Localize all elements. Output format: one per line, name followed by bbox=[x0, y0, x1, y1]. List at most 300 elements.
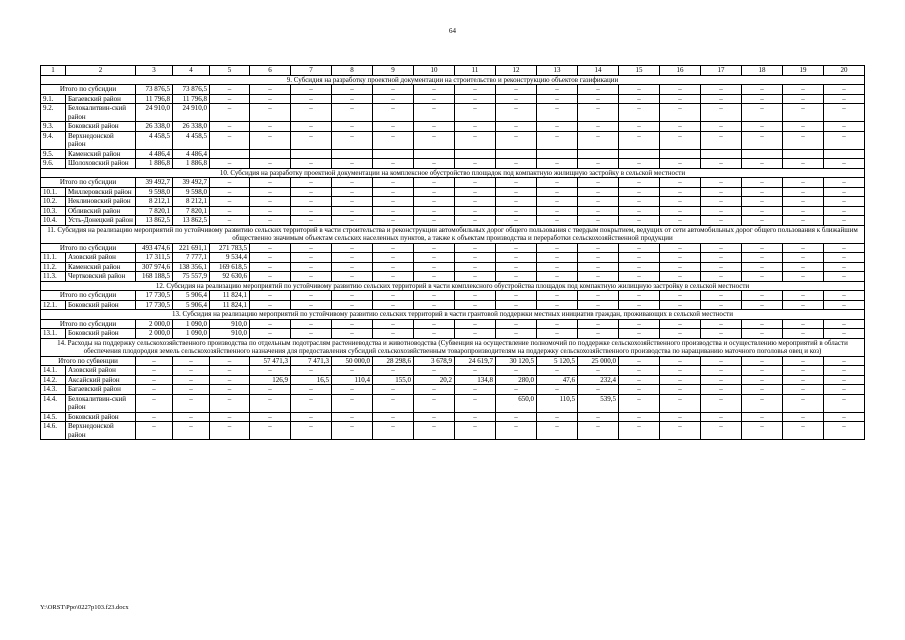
district-name: Азовский район bbox=[66, 366, 136, 376]
row-number: 9.3. bbox=[41, 122, 66, 132]
value-cell: – bbox=[332, 253, 373, 263]
value-cell: – bbox=[783, 385, 824, 395]
row-number: 12.1. bbox=[41, 300, 66, 310]
value-cell: – bbox=[578, 178, 619, 188]
value-cell: 30 120,5 bbox=[496, 356, 537, 366]
value-cell: – bbox=[619, 197, 660, 207]
value-cell: – bbox=[742, 216, 783, 226]
value-cell: – bbox=[291, 385, 332, 395]
value-cell: – bbox=[455, 412, 496, 422]
table-row bbox=[41, 253, 865, 263]
value-cell: – bbox=[173, 356, 210, 366]
value-cell: – bbox=[414, 187, 455, 197]
district-name: Багаевский район bbox=[66, 94, 136, 104]
table-row bbox=[41, 122, 865, 132]
column-number-cell: 15 bbox=[619, 66, 660, 76]
value-cell: – bbox=[537, 412, 578, 422]
row-number: 10.2. bbox=[41, 197, 66, 207]
row-number: 10.4. bbox=[41, 216, 66, 226]
district-name: Неклиновский район bbox=[66, 197, 136, 207]
value-cell: – bbox=[373, 366, 414, 376]
value-cell: – bbox=[291, 104, 332, 122]
value-cell: – bbox=[660, 356, 701, 366]
value-cell: – bbox=[455, 243, 496, 253]
value-cell: 126,9 bbox=[250, 375, 291, 385]
value-cell: – bbox=[783, 329, 824, 339]
value-cell: – bbox=[414, 412, 455, 422]
value-cell: – bbox=[824, 216, 865, 226]
value-cell: – bbox=[373, 131, 414, 149]
value-cell: – bbox=[619, 216, 660, 226]
value-cell: – bbox=[250, 85, 291, 95]
value-cell: – bbox=[496, 131, 537, 149]
district-name: Боковский район bbox=[66, 329, 136, 339]
value-cell: – bbox=[537, 329, 578, 339]
value-cell: – bbox=[578, 366, 619, 376]
value-cell: – bbox=[783, 178, 824, 188]
value-cell: – bbox=[824, 394, 865, 412]
value-cell: – bbox=[701, 178, 742, 188]
district-name: Верхнедонской район bbox=[66, 422, 136, 440]
column-number-cell: 11 bbox=[455, 66, 496, 76]
value-cell: – bbox=[701, 366, 742, 376]
column-number-cell: 12 bbox=[496, 66, 537, 76]
value-cell: – bbox=[332, 272, 373, 282]
value-cell: – bbox=[455, 131, 496, 149]
value-cell: – bbox=[578, 206, 619, 216]
value-cell: 650,0 bbox=[496, 394, 537, 412]
value-cell bbox=[496, 149, 537, 159]
value-cell: – bbox=[332, 187, 373, 197]
row-number: 13.1. bbox=[41, 329, 66, 339]
value-cell: 221 691,1 bbox=[173, 243, 210, 253]
column-number-cell: 10 bbox=[414, 66, 455, 76]
value-cell: – bbox=[136, 356, 173, 366]
value-cell: – bbox=[496, 159, 537, 169]
value-cell: – bbox=[455, 104, 496, 122]
value-cell: – bbox=[496, 206, 537, 216]
value-cell: – bbox=[250, 104, 291, 122]
value-cell: 39 492,7 bbox=[173, 178, 210, 188]
value-cell: – bbox=[619, 159, 660, 169]
value-cell: – bbox=[373, 291, 414, 301]
district-name: Аксайский район bbox=[66, 375, 136, 385]
district-name: Боковский район bbox=[66, 412, 136, 422]
value-cell: 5 906,4 bbox=[173, 300, 210, 310]
value-cell: 47,6 bbox=[537, 375, 578, 385]
value-cell: – bbox=[373, 216, 414, 226]
column-number-cell: 2 bbox=[66, 66, 136, 76]
value-cell: – bbox=[701, 262, 742, 272]
value-cell: – bbox=[824, 366, 865, 376]
value-cell: – bbox=[414, 300, 455, 310]
value-cell: 57 471,3 bbox=[250, 356, 291, 366]
budget-table bbox=[40, 65, 865, 440]
value-cell bbox=[578, 149, 619, 159]
value-cell: – bbox=[537, 104, 578, 122]
value-cell: 24 910,0 bbox=[136, 104, 173, 122]
value-cell: – bbox=[578, 329, 619, 339]
value-cell: – bbox=[414, 216, 455, 226]
value-cell: – bbox=[455, 262, 496, 272]
value-cell: – bbox=[414, 159, 455, 169]
file-path-footer: Y:\ORST\Ppo\0227p103.f23.docx bbox=[40, 604, 129, 611]
value-cell: – bbox=[824, 85, 865, 95]
value-cell: – bbox=[619, 178, 660, 188]
total-label: Итого по субвенции bbox=[41, 356, 136, 366]
value-cell: – bbox=[742, 394, 783, 412]
value-cell: – bbox=[455, 394, 496, 412]
value-cell: – bbox=[660, 85, 701, 95]
value-cell: – bbox=[210, 178, 250, 188]
row-number: 11.1. bbox=[41, 253, 66, 263]
value-cell: 13 862,5 bbox=[136, 216, 173, 226]
value-cell: – bbox=[136, 412, 173, 422]
value-cell: – bbox=[660, 329, 701, 339]
value-cell: – bbox=[414, 197, 455, 207]
value-cell: – bbox=[537, 262, 578, 272]
value-cell: – bbox=[332, 291, 373, 301]
value-cell: – bbox=[250, 94, 291, 104]
value-cell: – bbox=[824, 122, 865, 132]
value-cell: – bbox=[210, 356, 250, 366]
column-number-cell: 7 bbox=[291, 66, 332, 76]
value-cell: 4 458,5 bbox=[173, 131, 210, 149]
value-cell: – bbox=[619, 122, 660, 132]
district-name: Чертковский район bbox=[66, 272, 136, 282]
value-cell: 75 557,9 bbox=[173, 272, 210, 282]
value-cell: – bbox=[701, 394, 742, 412]
value-cell: – bbox=[619, 187, 660, 197]
value-cell: – bbox=[291, 412, 332, 422]
value-cell: – bbox=[619, 131, 660, 149]
value-cell: – bbox=[783, 131, 824, 149]
value-cell: 7 777,1 bbox=[173, 253, 210, 263]
value-cell: – bbox=[537, 243, 578, 253]
district-name: Обливский район bbox=[66, 206, 136, 216]
value-cell: – bbox=[701, 131, 742, 149]
value-cell: 26 338,0 bbox=[136, 122, 173, 132]
value-cell: 11 796,8 bbox=[173, 94, 210, 104]
value-cell: – bbox=[701, 159, 742, 169]
value-cell: – bbox=[578, 412, 619, 422]
value-cell: – bbox=[173, 412, 210, 422]
value-cell: – bbox=[742, 385, 783, 395]
value-cell: – bbox=[291, 319, 332, 329]
value-cell: – bbox=[210, 375, 250, 385]
value-cell: – bbox=[578, 122, 619, 132]
value-cell: – bbox=[537, 253, 578, 263]
value-cell: 5 906,4 bbox=[173, 291, 210, 301]
value-cell: 3 678,9 bbox=[414, 356, 455, 366]
value-cell: – bbox=[373, 253, 414, 263]
value-cell: – bbox=[660, 243, 701, 253]
value-cell: – bbox=[660, 394, 701, 412]
section-title-row bbox=[41, 225, 865, 243]
value-cell: – bbox=[619, 253, 660, 263]
value-cell: – bbox=[660, 253, 701, 263]
value-cell: – bbox=[537, 122, 578, 132]
value-cell: – bbox=[537, 385, 578, 395]
row-number: 9.6. bbox=[41, 159, 66, 169]
value-cell: – bbox=[742, 131, 783, 149]
value-cell: – bbox=[619, 85, 660, 95]
value-cell: – bbox=[373, 319, 414, 329]
value-cell: 50 000,0 bbox=[332, 356, 373, 366]
value-cell: – bbox=[210, 412, 250, 422]
value-cell: – bbox=[783, 356, 824, 366]
total-row bbox=[41, 319, 865, 329]
value-cell: – bbox=[701, 187, 742, 197]
row-number: 14.2. bbox=[41, 375, 66, 385]
value-cell: – bbox=[660, 159, 701, 169]
value-cell: – bbox=[701, 385, 742, 395]
table-row bbox=[41, 394, 865, 412]
value-cell: – bbox=[824, 356, 865, 366]
value-cell: 134,8 bbox=[455, 375, 496, 385]
value-cell: – bbox=[455, 366, 496, 376]
total-row bbox=[41, 291, 865, 301]
table-row bbox=[41, 216, 865, 226]
value-cell: – bbox=[824, 243, 865, 253]
value-cell: – bbox=[537, 159, 578, 169]
value-cell: 138 356,1 bbox=[173, 262, 210, 272]
value-cell: – bbox=[414, 422, 455, 440]
value-cell: 7 471,3 bbox=[291, 356, 332, 366]
value-cell: 17 730,5 bbox=[136, 291, 173, 301]
value-cell: – bbox=[660, 375, 701, 385]
table-row bbox=[41, 412, 865, 422]
value-cell: – bbox=[619, 272, 660, 282]
value-cell: – bbox=[414, 94, 455, 104]
value-cell: 1 090,0 bbox=[173, 319, 210, 329]
section-title: 11. Субсидия на реализацию мероприятий по устойчивому развитию сельских территорий в части строительства и реконструкции автомобильных дорог общего пользования с твердым покрытием, ведущих от сети автомобильных дорог общего пользования к ближайшим общественно значимым объектам сельских населенных пунктов, а также к объектам производства и переработки сельскохозяйственной продукции bbox=[41, 225, 865, 243]
value-cell: 110,4 bbox=[332, 375, 373, 385]
value-cell: – bbox=[173, 385, 210, 395]
value-cell: – bbox=[455, 272, 496, 282]
value-cell: 8 212,1 bbox=[173, 197, 210, 207]
value-cell: – bbox=[414, 253, 455, 263]
value-cell: – bbox=[250, 319, 291, 329]
value-cell: 8 212,1 bbox=[136, 197, 173, 207]
value-cell: – bbox=[250, 243, 291, 253]
value-cell: – bbox=[291, 272, 332, 282]
value-cell: – bbox=[537, 131, 578, 149]
value-cell: – bbox=[136, 385, 173, 395]
value-cell: – bbox=[373, 412, 414, 422]
value-cell: – bbox=[660, 412, 701, 422]
value-cell bbox=[660, 149, 701, 159]
value-cell: – bbox=[783, 206, 824, 216]
value-cell: – bbox=[783, 85, 824, 95]
value-cell: – bbox=[824, 291, 865, 301]
value-cell: – bbox=[537, 187, 578, 197]
value-cell: – bbox=[824, 262, 865, 272]
value-cell: 910,0 bbox=[210, 319, 250, 329]
column-number-cell: 9 bbox=[373, 66, 414, 76]
value-cell: – bbox=[291, 291, 332, 301]
value-cell: – bbox=[742, 262, 783, 272]
value-cell: – bbox=[578, 216, 619, 226]
value-cell: – bbox=[742, 272, 783, 282]
value-cell: – bbox=[537, 206, 578, 216]
value-cell: – bbox=[578, 243, 619, 253]
value-cell: – bbox=[537, 319, 578, 329]
value-cell: – bbox=[701, 216, 742, 226]
value-cell: – bbox=[783, 94, 824, 104]
value-cell: – bbox=[173, 394, 210, 412]
value-cell: – bbox=[250, 122, 291, 132]
value-cell: 20,2 bbox=[414, 375, 455, 385]
total-label: Итого по субсидии bbox=[41, 178, 136, 188]
district-name: Боковский район bbox=[66, 122, 136, 132]
value-cell: – bbox=[332, 412, 373, 422]
value-cell: – bbox=[578, 197, 619, 207]
value-cell: – bbox=[578, 104, 619, 122]
total-row bbox=[41, 178, 865, 188]
value-cell: – bbox=[210, 216, 250, 226]
value-cell bbox=[783, 149, 824, 159]
value-cell: – bbox=[619, 94, 660, 104]
value-cell: 73 876,5 bbox=[173, 85, 210, 95]
value-cell: – bbox=[455, 329, 496, 339]
value-cell: – bbox=[660, 262, 701, 272]
value-cell: – bbox=[578, 291, 619, 301]
value-cell: – bbox=[291, 366, 332, 376]
value-cell: – bbox=[210, 366, 250, 376]
value-cell: – bbox=[783, 300, 824, 310]
value-cell: – bbox=[783, 253, 824, 263]
value-cell: – bbox=[496, 329, 537, 339]
table-row bbox=[41, 149, 865, 159]
value-cell: – bbox=[250, 262, 291, 272]
value-cell: – bbox=[455, 122, 496, 132]
value-cell: 4 486,4 bbox=[136, 149, 173, 159]
value-cell: – bbox=[332, 385, 373, 395]
value-cell: – bbox=[250, 216, 291, 226]
table-row bbox=[41, 187, 865, 197]
value-cell: – bbox=[332, 206, 373, 216]
value-cell: – bbox=[496, 253, 537, 263]
value-cell: 9 534,4 bbox=[210, 253, 250, 263]
value-cell: – bbox=[332, 243, 373, 253]
value-cell: – bbox=[660, 197, 701, 207]
total-label: Итого по субсидии bbox=[41, 243, 136, 253]
value-cell: 73 876,5 bbox=[136, 85, 173, 95]
value-cell: – bbox=[455, 291, 496, 301]
value-cell: – bbox=[619, 412, 660, 422]
value-cell: – bbox=[660, 94, 701, 104]
value-cell bbox=[824, 149, 865, 159]
value-cell: 307 974,6 bbox=[136, 262, 173, 272]
value-cell: – bbox=[578, 253, 619, 263]
value-cell: 13 862,5 bbox=[173, 216, 210, 226]
district-name: Багаевский район bbox=[66, 385, 136, 395]
value-cell: – bbox=[619, 243, 660, 253]
value-cell: – bbox=[824, 253, 865, 263]
table-row bbox=[41, 197, 865, 207]
value-cell: – bbox=[496, 178, 537, 188]
row-number: 10.1. bbox=[41, 187, 66, 197]
value-cell: – bbox=[783, 375, 824, 385]
value-cell: – bbox=[291, 394, 332, 412]
value-cell: – bbox=[373, 197, 414, 207]
value-cell: – bbox=[537, 300, 578, 310]
value-cell: – bbox=[373, 272, 414, 282]
value-cell: – bbox=[742, 253, 783, 263]
column-number-cell: 19 bbox=[783, 66, 824, 76]
value-cell: – bbox=[291, 243, 332, 253]
value-cell: – bbox=[619, 329, 660, 339]
value-cell: – bbox=[578, 85, 619, 95]
value-cell: 25 000,0 bbox=[578, 356, 619, 366]
value-cell: – bbox=[455, 300, 496, 310]
value-cell: – bbox=[660, 422, 701, 440]
value-cell: – bbox=[136, 366, 173, 376]
value-cell: – bbox=[250, 385, 291, 395]
value-cell: – bbox=[455, 216, 496, 226]
value-cell: – bbox=[660, 104, 701, 122]
section-title-row bbox=[41, 168, 865, 178]
value-cell bbox=[291, 149, 332, 159]
value-cell: – bbox=[291, 187, 332, 197]
value-cell: – bbox=[742, 422, 783, 440]
value-cell: – bbox=[824, 104, 865, 122]
value-cell: – bbox=[742, 300, 783, 310]
value-cell: – bbox=[210, 131, 250, 149]
value-cell: 4 458,5 bbox=[136, 131, 173, 149]
column-number-cell: 16 bbox=[660, 66, 701, 76]
value-cell: – bbox=[250, 131, 291, 149]
value-cell: – bbox=[250, 394, 291, 412]
value-cell: 1 886,8 bbox=[173, 159, 210, 169]
value-cell: – bbox=[210, 122, 250, 132]
district-name: Азовский район bbox=[66, 253, 136, 263]
value-cell: – bbox=[210, 422, 250, 440]
value-cell: – bbox=[660, 319, 701, 329]
page-number: 64 bbox=[449, 27, 456, 35]
value-cell: – bbox=[332, 216, 373, 226]
value-cell: – bbox=[373, 94, 414, 104]
value-cell: 9 598,0 bbox=[173, 187, 210, 197]
section-title: 9. Субсидия на разработку проектной документации на строительство и реконструкцию объектов газификации bbox=[41, 75, 865, 85]
value-cell: – bbox=[455, 206, 496, 216]
value-cell: – bbox=[250, 253, 291, 263]
value-cell: – bbox=[136, 375, 173, 385]
value-cell: – bbox=[291, 94, 332, 104]
value-cell: – bbox=[701, 85, 742, 95]
value-cell: – bbox=[619, 394, 660, 412]
column-number-cell: 6 bbox=[250, 66, 291, 76]
value-cell: – bbox=[701, 197, 742, 207]
value-cell: – bbox=[783, 291, 824, 301]
value-cell: – bbox=[578, 272, 619, 282]
value-cell: 16,5 bbox=[291, 375, 332, 385]
table-row bbox=[41, 104, 865, 122]
value-cell: – bbox=[660, 131, 701, 149]
value-cell: – bbox=[742, 85, 783, 95]
value-cell: – bbox=[332, 122, 373, 132]
value-cell: – bbox=[173, 422, 210, 440]
value-cell: – bbox=[210, 159, 250, 169]
value-cell: – bbox=[496, 319, 537, 329]
value-cell: – bbox=[332, 159, 373, 169]
value-cell: – bbox=[496, 94, 537, 104]
value-cell: – bbox=[373, 104, 414, 122]
value-cell: – bbox=[373, 394, 414, 412]
value-cell: – bbox=[332, 131, 373, 149]
total-label: Итого по субсидии bbox=[41, 85, 136, 95]
